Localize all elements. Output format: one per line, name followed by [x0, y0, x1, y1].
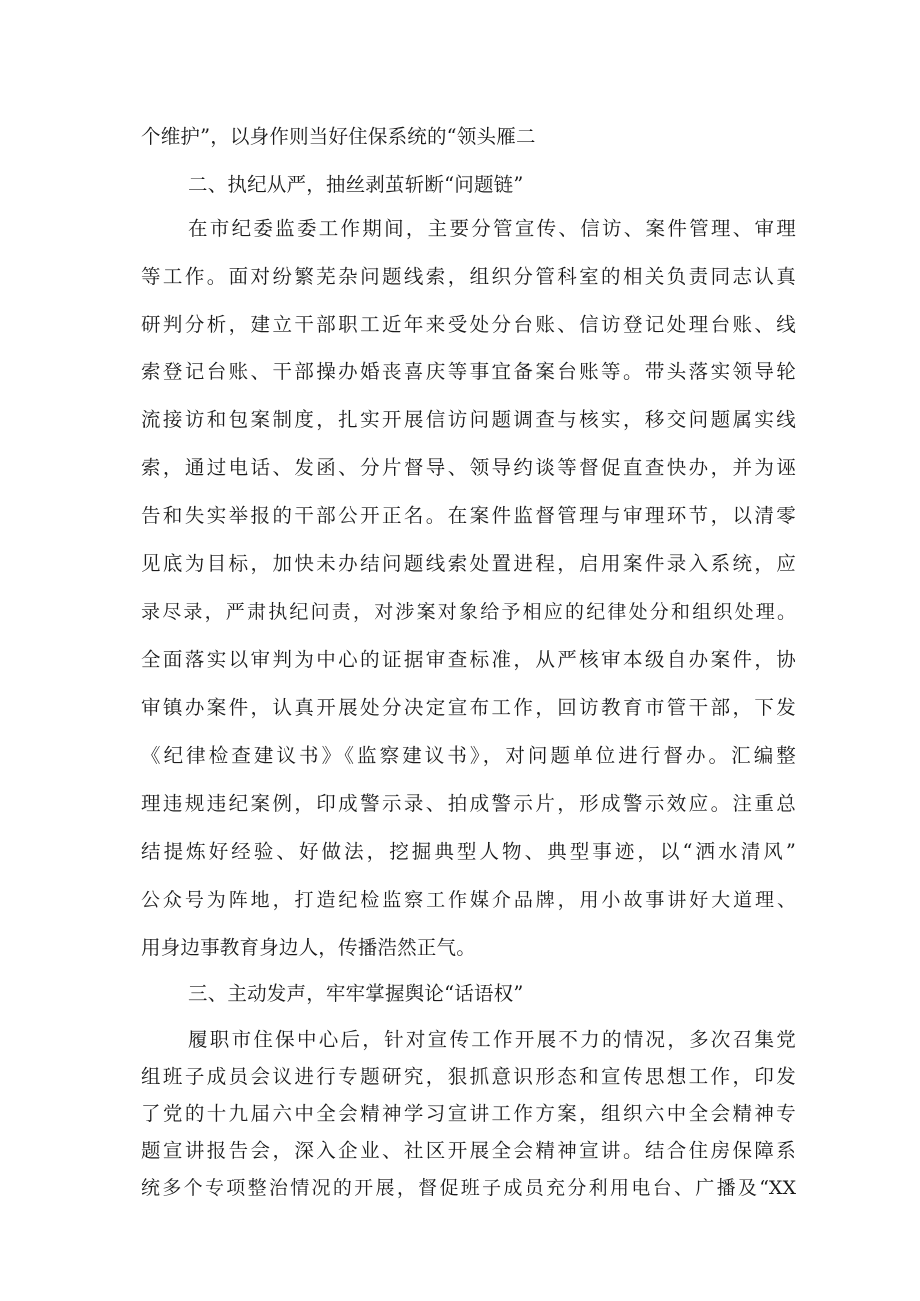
paragraph-line: 在市纪委监委工作期间，主要分管宣传、信访、案件管理、审理 [188, 217, 796, 240]
paragraph-line: 全面落实以审判为中心的证据审查标准，从严核审本级自办案件，协 [141, 648, 796, 671]
paragraph-line: 组班子成员会议进行专题研究，狠抓意识形态和宣传思想工作，印发 [141, 1065, 796, 1088]
paragraph-line: 审镇办案件，认真开展处分决定宣布工作，回访教育市管干部，下发 [141, 696, 796, 719]
paragraph-line: 索登记台账、干部操办婚丧喜庆等事宜备案台账等。带头落实领导轮 [141, 360, 796, 383]
paragraph-line: 告和失实举报的干部公开正名。在案件监督管理与审理环节，以清零 [141, 504, 796, 527]
section-heading-3: 三、主动发声，牢牢掌握舆论“话语权” [188, 982, 524, 1005]
paragraph-line: 履职市住保中心后，针对宣传工作开展不力的情况，多次召集党 [188, 1028, 796, 1051]
paragraph-line: 题宣讲报告会，深入企业、社区开展全会精神宣讲。结合住房保障系 [141, 1139, 796, 1162]
text-line: 个维护”，以身作则当好住保系统的“领头雁二 [141, 125, 536, 148]
paragraph-line: 《纪律检查建议书》《监察建议书》，对问题单位进行督办。汇编整 [141, 744, 796, 767]
paragraph-line: 等工作。面对纷繁芜杂问题线索，组织分管科室的相关负责同志认真 [141, 265, 796, 288]
paragraph-line: 研判分析，建立干部职工近年来受处分台账、信访登记处理台账、线 [141, 313, 796, 336]
paragraph-line: 索，通过电话、发函、分片督导、领导约谈等督促直查快办，并为诬 [141, 456, 796, 479]
paragraph-line: 见底为目标，加快未办结问题线索处置进程，启用案件录入系统，应 [141, 552, 796, 575]
paragraph-line: 统多个专项整治情况的开展，督促班子成员充分利用电台、广播及“XX [141, 1177, 796, 1199]
paragraph-line: 公众号为阵地，打造纪检监察工作媒介品牌，用小故事讲好大道理、 [141, 889, 796, 911]
paragraph-line: 结提炼好经验、好做法，挖掘典型人物、典型事迹，以“洒水清风” [141, 840, 796, 863]
paragraph-line: 录尽录，严肃执纪问责，对涉案对象给予相应的纪律处分和组织处理。 [141, 601, 796, 623]
paragraph-line: 了党的十九届六中全会精神学习宣讲工作方案，组织六中全会精神专 [141, 1102, 796, 1125]
paragraph-line: 用身边事教育身边人，传播浩然正气。 [141, 936, 476, 959]
paragraph-line: 流接访和包案制度，扎实开展信访问题调查与核实，移交问题属实线 [141, 408, 796, 431]
section-heading-2: 二、执纪从严，抽丝剥茧斩断“问题链” [188, 173, 524, 196]
paragraph-line: 理违规违纪案例，印成警示录、拍成警示片，形成警示效应。注重总 [141, 792, 796, 815]
